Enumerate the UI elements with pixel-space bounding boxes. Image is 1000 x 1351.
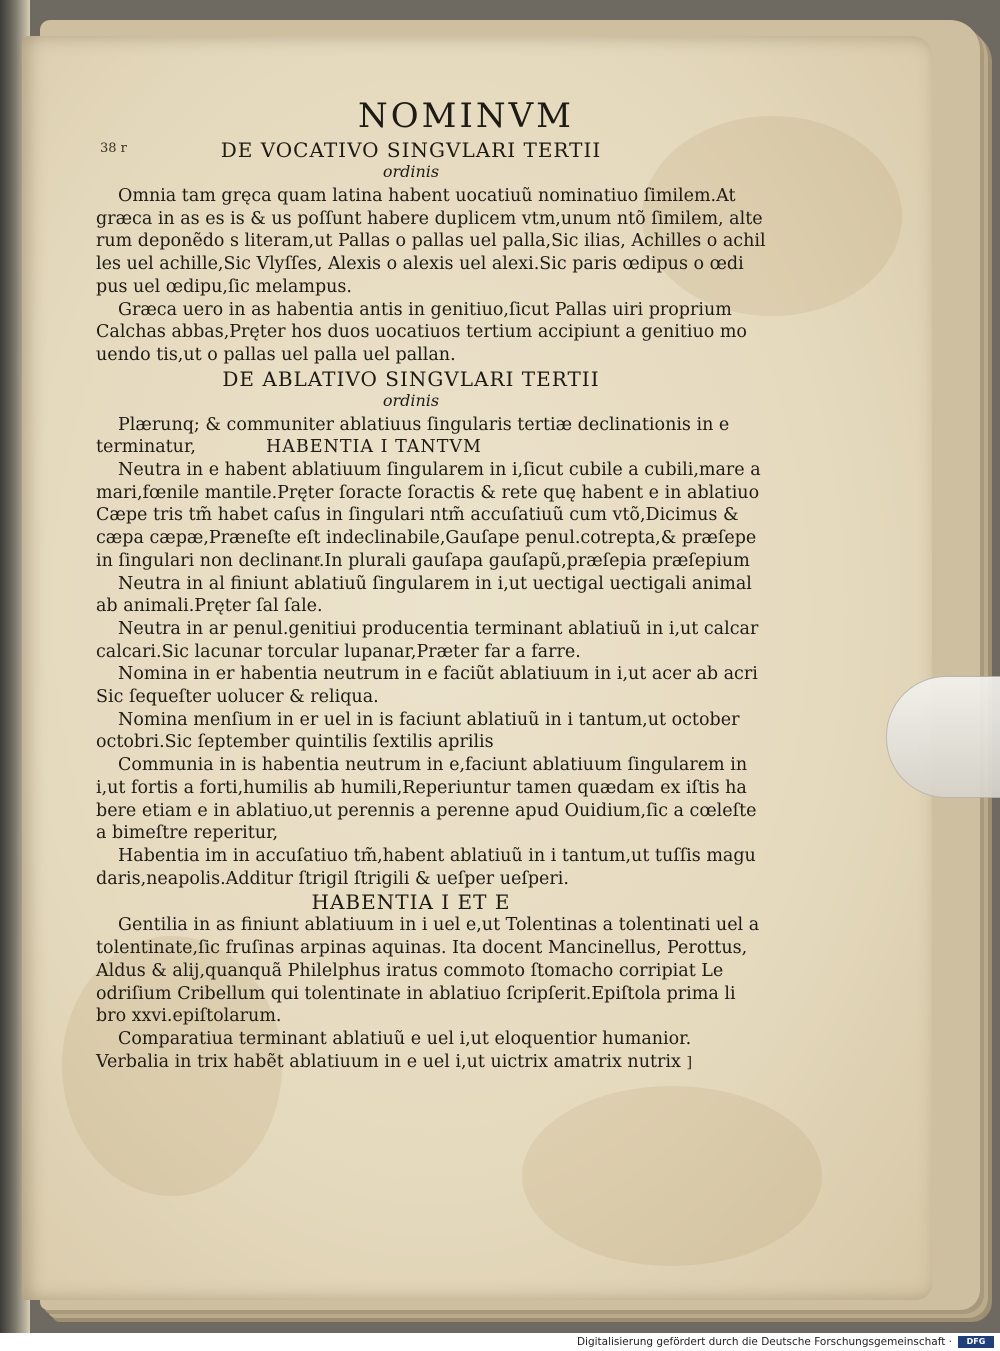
- text-line: cæpa cæpæ,Præneſte eſt indeclinabile,Gauſape penul.cotrepta,& præſepe: [96, 528, 757, 549]
- text-line: Neutra in al finiunt ablatiuũ ſingularem in i,ut uectigal uectigali animal: [118, 573, 752, 594]
- text-line: Verbalia in trix habẽt ablatiuum in e uel i,ut uictrix amatrix nutrix: [96, 1051, 681, 1072]
- text-line: Græca uero in as habentia antis in genitiuo,ſicut Pallas uiri proprium: [118, 299, 732, 320]
- bleed-through-text: [846, 70, 936, 1070]
- text-line: Communia in is habentia neutrum in e,faciunt ablatiuum ſingularem in: [118, 755, 748, 776]
- text-line: Plærunq; & communiter ablatiuus ſingularis tertiæ declinationis in e: [118, 414, 730, 435]
- text-line: calcari.Sic lacunar torcular lupanar,Præter far a farre.: [96, 641, 581, 662]
- text-line: bere etiam e in ablatiuo,ut perennis a perenne apud Ouidium,ſic a cœleſte: [96, 800, 757, 821]
- text-line: les uel achille,Sic Vlyſſes, Alexis o alexis uel alexi.Sic paris œdipus o œdi: [96, 254, 744, 275]
- text-line: ab animali.Pręter ſal ſale.: [96, 596, 323, 617]
- text-line: bro xxvi.epiſtolarum.: [96, 1006, 282, 1027]
- text-line: uendo tis,ut o pallas uel palla uel pallan.: [96, 344, 456, 365]
- text-line: pus uel œdipu,ſic melampus.: [96, 276, 352, 297]
- text-line: in ſingulari non declinantͬ.In plurali gauſapa gauſapũ,præſepia præſepium: [96, 550, 750, 571]
- text-line: daris,neapolis.Additur ſtrigil ſtrigili & ueſper ueſperi.: [96, 868, 569, 889]
- text-line: mari,fœnile mantile.Pręter ſoracte ſoractis & rete quę habent e in ablatiuo: [96, 482, 760, 503]
- section-subtitle: ordinis: [382, 390, 440, 410]
- text-line: a bimeſtre reperitur,: [96, 823, 279, 844]
- paragraph-ablativo: [96, 414, 761, 891]
- text-line: terminatur,: [96, 437, 196, 458]
- text-line: Calchas abbas,Pręter hos duos uocatiuos tertium accipiunt a genitiuo mo: [96, 322, 747, 343]
- margin-note: 38 r: [100, 141, 127, 156]
- dfg-logo: DFG: [958, 1336, 994, 1348]
- text-line: Omnia tam gręca quam latina habent uocatiuũ nominatiuo ſimilem.At: [118, 186, 736, 206]
- text-line: tolentinate,ſic fruſinas arpinas aquinas. Ita docent Mancinellus, Perottus,: [96, 938, 748, 959]
- page-heading: NOMINVM: [358, 96, 574, 136]
- text-line: Nomina menſium in er uel in is faciunt ablatiuũ in i tantum,ut october: [118, 709, 740, 730]
- text-line: Comparatiua terminant ablatiuũ e uel i,ut eloquentior humanior.: [118, 1028, 692, 1049]
- section-title: HABENTIA I ET E: [311, 890, 511, 915]
- paragraph-vocativo: [96, 185, 766, 367]
- section-subtitle: ordinis: [382, 162, 440, 181]
- text-line: Neutra in ar penul.genitiui producentia terminant ablatiuũ in i,ut calcar: [118, 618, 759, 639]
- text-line: Gentilia in as finiunt ablatiuum in i uel e,ut Tolentinas a tolentinati uel a: [118, 915, 760, 936]
- page-clip: [886, 676, 1000, 798]
- text-line: Nomina in er habentia neutrum in e faciũt ablatiuum in i,ut acer ab acri: [118, 664, 758, 685]
- section-title: DE ABLATIVO SINGVLARI TERTII: [222, 366, 600, 391]
- text-line: octobri.Sic ſeptember quintilis ſextilis aprilis: [96, 732, 494, 753]
- section-title: DE VOCATIVO SINGVLARI TERTII: [220, 138, 602, 162]
- text-line: odriſium Cribellum qui tolentinate in ablatiuo ſcripſerit.Epiſtola prima li: [96, 983, 736, 1004]
- text-line: Habentia im in accuſatiuo tm̃,habent ablatiuũ in i tantum,ut tuſſis magu: [118, 845, 756, 866]
- end-mark: ]: [686, 1052, 693, 1071]
- text-line: Cæpe tris tm̃ habet caſus in ſingulari ntm̃ accuſatiuũ cum vtõ,Dicimus &: [96, 505, 739, 526]
- text-line: græca in as es is & us poſſunt habere duplicem vtm,unum ntõ ſimilem, alte: [96, 208, 763, 229]
- text-line: i,ut fortis a forti,humilis ab humili,Reperiuntur tamen quædam ex iſtis ha: [96, 777, 747, 798]
- text-line: Sic ſequeſter uolucer & reliqua.: [96, 687, 379, 708]
- text-line: rum deponẽdo s literam,ut Pallas o pallas uel palla,Sic ilias, Achilles o achil: [96, 231, 766, 252]
- text-line: Neutra in e habent ablatiuum ſingularem in i,ſicut cubile a cubili,mare a: [118, 460, 761, 481]
- text-line: Aldus & alij,quanquã Philelphus iratus commoto ſtomacho corripiat Le: [96, 960, 724, 981]
- footer-credit: Digitalisierung gefördert durch die Deutsche Forschungsgemeinschaft ·: [576, 1336, 952, 1348]
- page-text: [96, 96, 766, 1073]
- paragraph-habentia-i-et-e: [96, 914, 760, 1073]
- footer-bar: [0, 1333, 1000, 1351]
- inline-heading: HABENTIA I TANTVM: [265, 437, 482, 458]
